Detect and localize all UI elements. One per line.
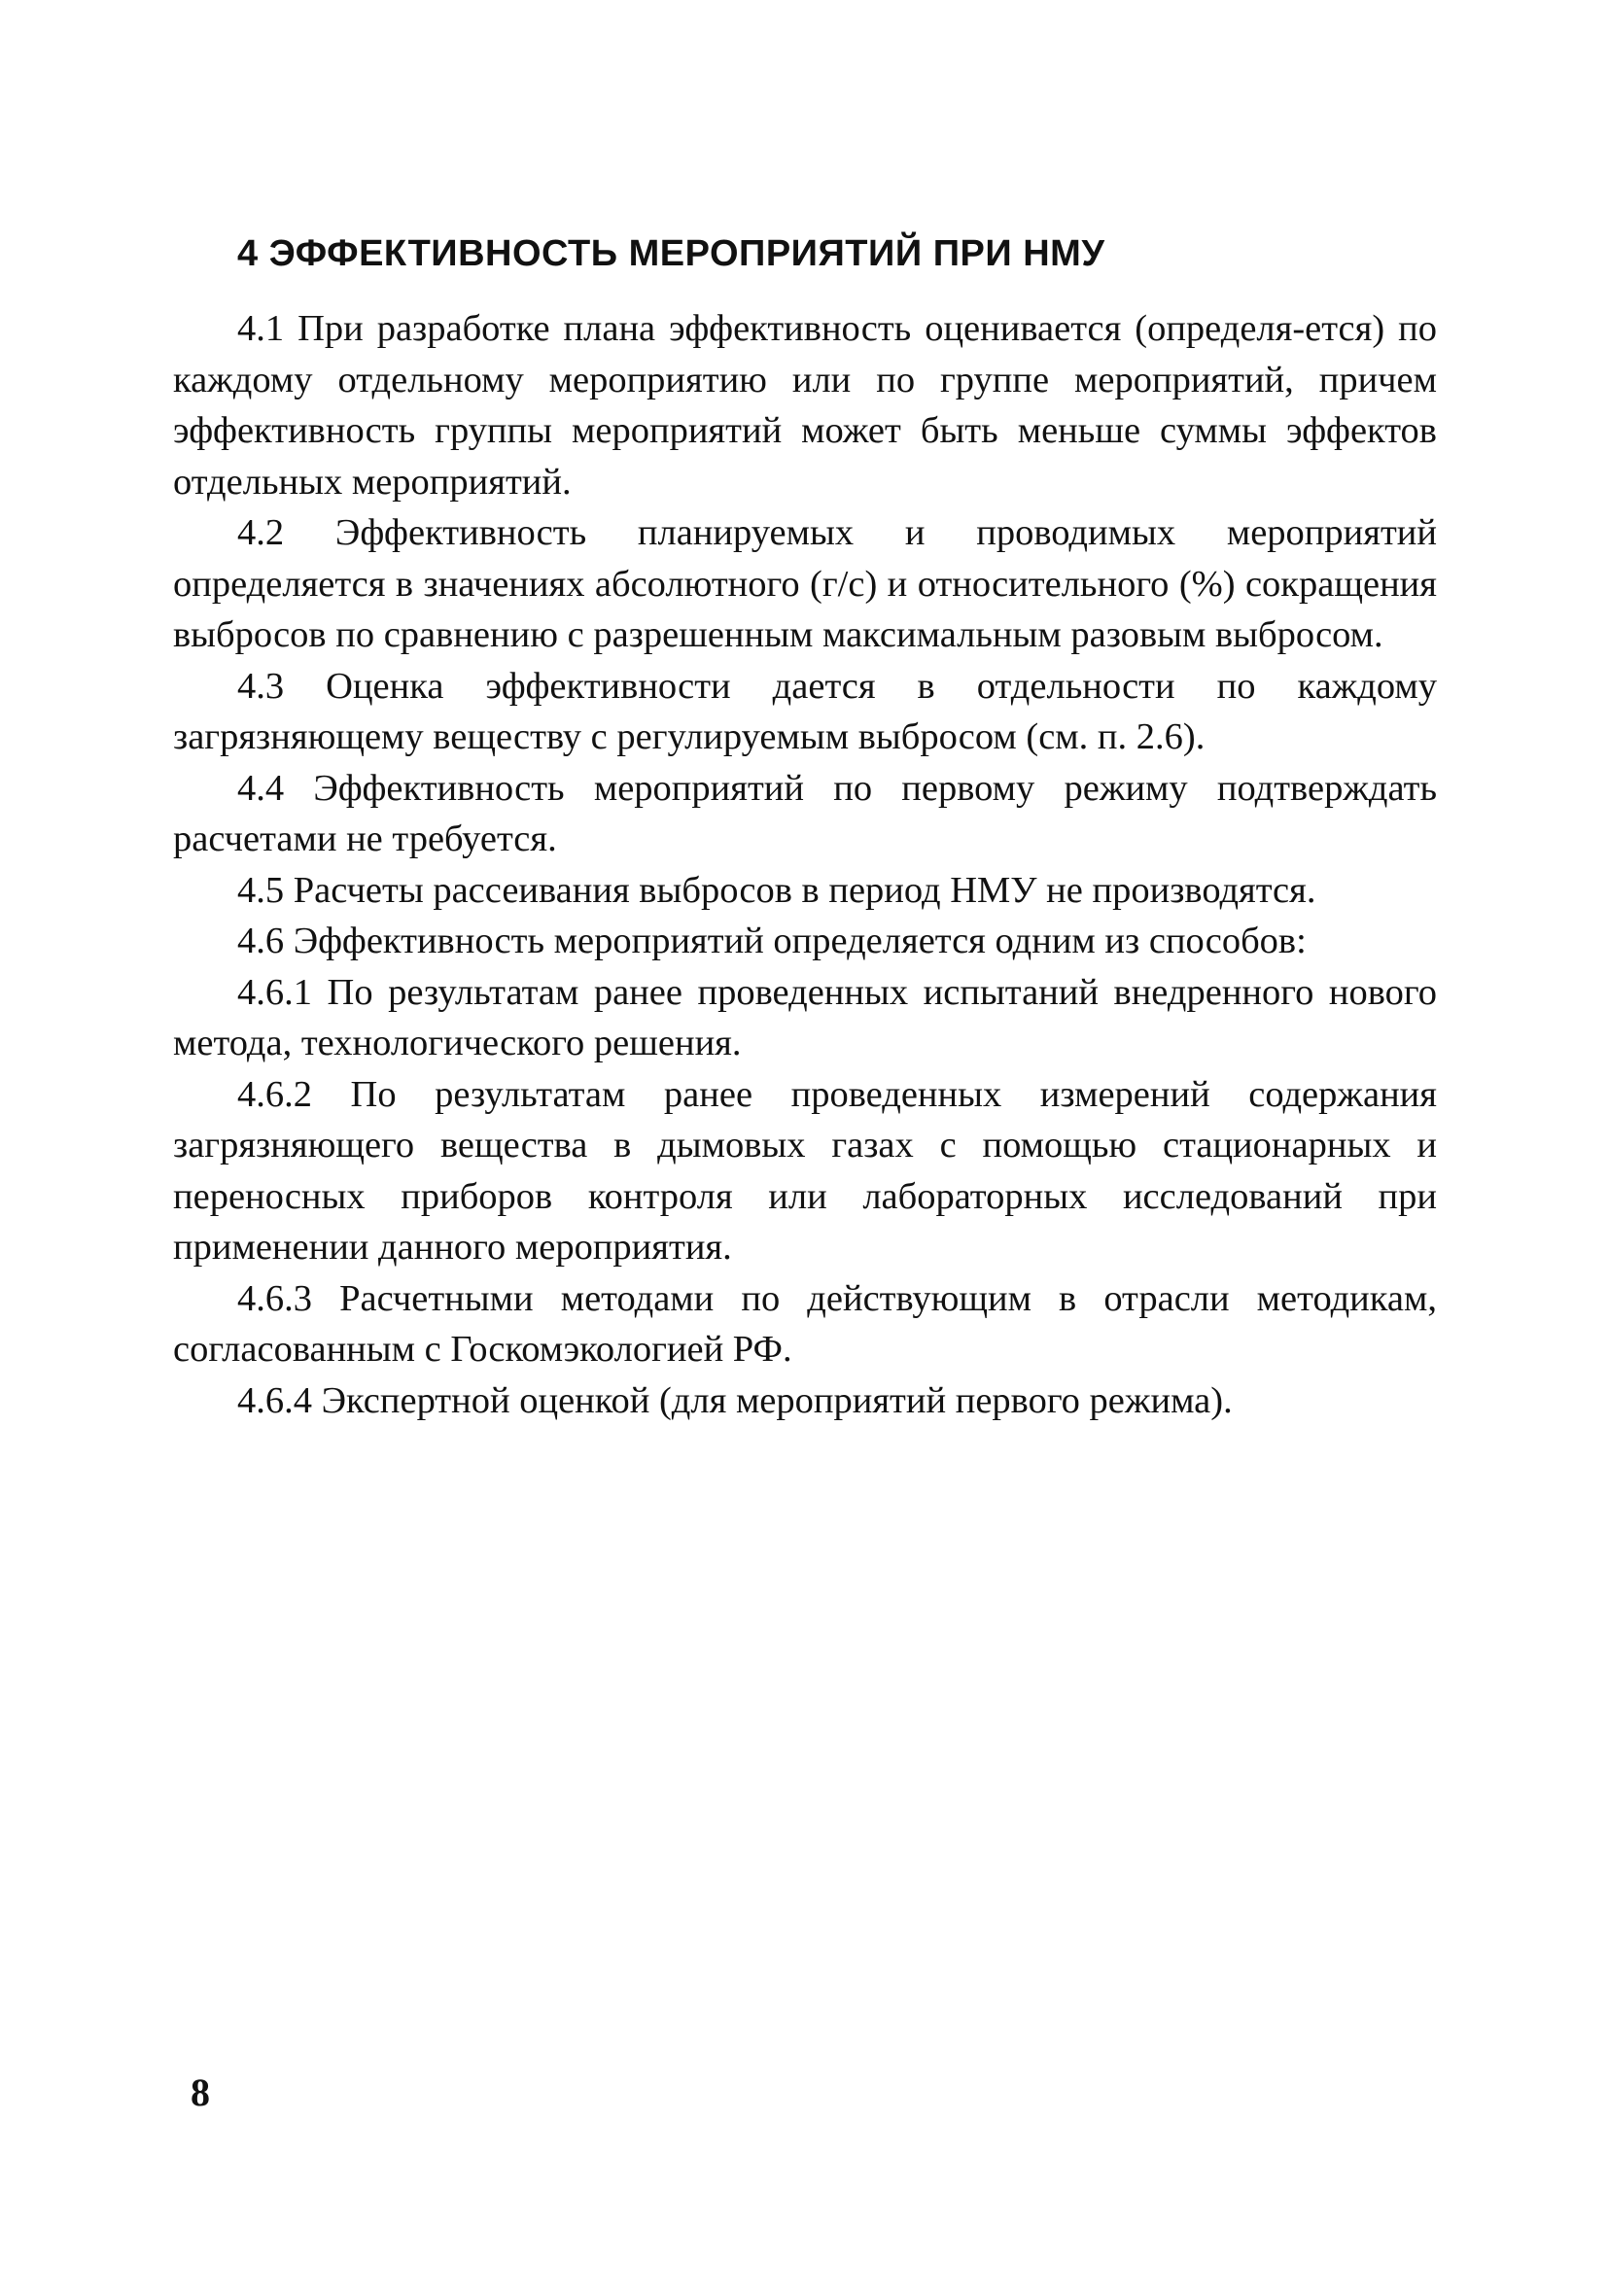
paragraph-4-6-3: 4.6.3 Расчетными методами по действующим в отрасли методикам, согласованным с Госкомэкологией РФ.	[173, 1277, 1437, 1370]
section-heading: 4 ЭФФЕКТИВНОСТЬ МЕРОПРИЯТИЙ ПРИ НМУ	[237, 233, 1105, 274]
section-body	[173, 303, 1437, 1426]
page-number: 8	[191, 2070, 210, 2114]
paragraph-4-5: 4.5 Расчеты рассеивания выбросов в период НМУ не производятся.	[237, 869, 1316, 911]
paragraph-4-6-4: 4.6.4 Экспертной оценкой (для мероприятий первого режима).	[237, 1379, 1233, 1421]
paragraph-4-6-1: 4.6.1 По результатам ранее проведенных испытаний внедренного нового метода, технологического решения.	[173, 971, 1437, 1063]
paragraph-4-6: 4.6 Эффективность мероприятий определяется одним из способов:	[237, 921, 1307, 961]
paragraph-4-6-2: 4.6.2 По результатам ранее проведенных измерений содержания загрязняющего вещества в дымовых газах с помощью стационарных и переносных приборов контроля или лабораторных исследований при применении данного мероприятия.	[173, 1073, 1437, 1268]
paragraph-4-1: 4.1 При разработке плана эффективность оценивается (определя-ется) по каждому отдельному мероприятию или по группе мероприятий, причем эффективность группы мероприятий может быть меньше суммы эффектов отдельных мероприятий.	[173, 308, 1437, 503]
paragraph-4-3: 4.3 Оценка эффективности дается в отдельности по каждому загрязняющему веществу с регулируемым выбросом (см. п. 2.6).	[173, 665, 1437, 757]
paragraph-4-2: 4.2 Эффективность планируемых и проводимых мероприятий определяется в значениях абсолютного (г/с) и относительного (%) сокращения выбросов по сравнению с разрешенным максимальным разовым выбросом.	[173, 512, 1437, 655]
paragraph-4-4: 4.4 Эффективность мероприятий по первому режиму подтверждать расчетами не требуется.	[173, 767, 1437, 859]
